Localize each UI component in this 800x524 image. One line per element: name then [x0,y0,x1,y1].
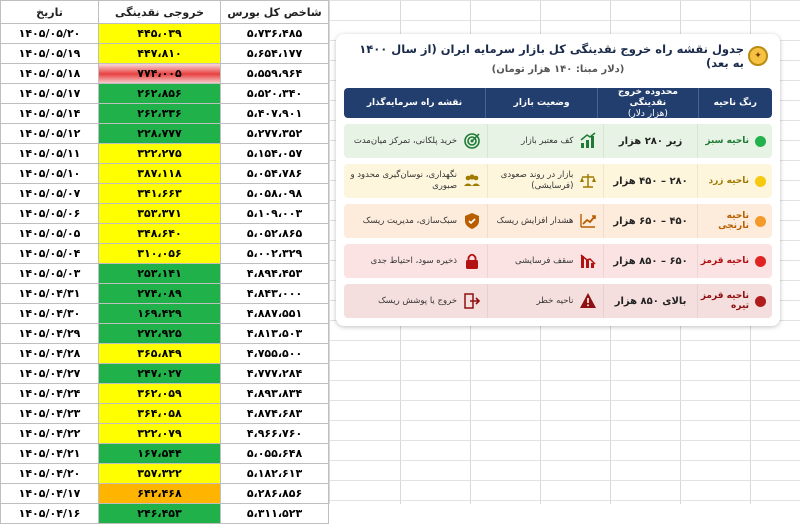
index-cell[interactable]: ۵،۰۵۴،۷۸۶ [221,164,329,184]
roadmap-cell [344,284,487,318]
zone-cell [697,244,772,278]
table-row [1,224,329,244]
row-gridline [330,20,800,21]
table-row [1,464,329,484]
date-cell[interactable]: ۱۴۰۵/۰۵/۰۶ [1,204,99,224]
date-cell[interactable]: ۱۴۰۵/۰۵/۱۹ [1,44,99,64]
zone-label: ناحیه سبز [705,136,749,146]
outflow-cell[interactable]: ۳۶۵،۸۴۹ [99,344,221,364]
date-cell[interactable]: ۱۴۰۵/۰۴/۲۰ [1,464,99,484]
status-label: سقف فرسایشی [514,255,574,266]
card-header-range-unit: (هزار دلار) [627,108,668,119]
header-index[interactable]: شاخص کل بورس [221,1,329,24]
range-cell: ۲۸۰ – ۴۵۰ هزار [603,164,696,198]
outflow-cell[interactable]: ۳۲۲،۰۷۹ [99,424,221,444]
row-gridline [330,420,800,421]
zone-dot-icon [755,296,766,307]
zone-label: ناحیه قرمز تیره [700,291,749,311]
zone-cell [697,284,772,318]
date-cell[interactable]: ۱۴۰۵/۰۴/۱۶ [1,504,99,524]
index-cell[interactable]: ۵،۴۰۷،۹۰۱ [221,104,329,124]
outflow-cell[interactable]: ۳۵۳،۳۷۱ [99,204,221,224]
chart-up-icon [579,132,597,150]
index-cell[interactable]: ۴،۸۷۴،۶۸۳ [221,404,329,424]
outflow-cell[interactable]: ۲۵۳،۱۴۱ [99,264,221,284]
index-cell[interactable]: ۵،۰۵۵،۶۴۸ [221,444,329,464]
index-cell[interactable]: ۵،۱۸۲،۶۱۳ [221,464,329,484]
status-label: کف معتبر بازار [521,135,574,146]
date-cell[interactable]: ۱۴۰۵/۰۴/۲۲ [1,424,99,444]
outflow-cell[interactable]: ۲۷۲،۹۲۵ [99,324,221,344]
zone-row [344,124,772,158]
row-gridline [330,380,800,381]
exit-icon [463,292,481,310]
range-cell: ۶۵۰ – ۸۵۰ هزار [603,244,696,278]
date-cell[interactable]: ۱۴۰۵/۰۴/۲۷ [1,364,99,384]
index-cell[interactable]: ۵،۳۱۱،۵۲۳ [221,504,329,524]
zone-dot-icon [755,256,766,267]
index-cell[interactable]: ۵،۱۰۹،۰۰۳ [221,204,329,224]
status-cell [487,124,603,158]
index-cell[interactable]: ۴،۸۱۳،۵۰۳ [221,324,329,344]
index-cell[interactable]: ۴،۸۹۳،۸۳۴ [221,384,329,404]
roadmap-label: خرید پلکانی، تمرکز میان‌مدت [353,135,458,146]
table-row [1,204,329,224]
table-row [1,504,329,524]
outflow-cell[interactable]: ۴۴۷،۸۱۰ [99,44,221,64]
table-row [1,384,329,404]
outflow-cell[interactable]: ۴۴۵،۰۳۹ [99,24,221,44]
target-icon [463,132,481,150]
row-gridline [330,360,800,361]
table-row [1,104,329,124]
index-cell[interactable]: ۵،۰۰۲،۳۲۹ [221,244,329,264]
zone-row [344,284,772,318]
index-cell[interactable]: ۵،۵۵۹،۹۶۴ [221,64,329,84]
card-header-range [597,88,697,118]
date-cell[interactable]: ۱۴۰۵/۰۴/۲۸ [1,344,99,364]
index-cell[interactable]: ۴،۷۵۵،۵۰۰ [221,344,329,364]
date-cell[interactable]: ۱۴۰۵/۰۵/۰۷ [1,184,99,204]
row-gridline [330,460,800,461]
date-cell[interactable]: ۱۴۰۵/۰۵/۱۸ [1,64,99,84]
row-gridline [330,500,800,501]
table-row [1,244,329,264]
date-cell[interactable]: ۱۴۰۵/۰۵/۰۴ [1,244,99,264]
row-gridline [330,440,800,441]
outflow-cell[interactable]: ۲۲۸،۷۷۷ [99,124,221,144]
table-row [1,124,329,144]
zone-cell [697,204,772,238]
zone-dot-icon [755,216,766,227]
header-outflow[interactable]: خروجی نقدینگی [99,1,221,24]
outflow-cell[interactable]: ۱۶۹،۴۲۹ [99,304,221,324]
warning-icon [579,292,597,310]
status-cell [487,244,603,278]
zone-cell [697,124,772,158]
index-cell[interactable]: ۵،۲۸۶،۸۵۶ [221,484,329,504]
index-cell[interactable]: ۵،۷۳۶،۴۸۵ [221,24,329,44]
date-cell[interactable]: ۱۴۰۵/۰۴/۲۳ [1,404,99,424]
outflow-cell[interactable]: ۳۶۴،۰۵۸ [99,404,221,424]
card-header-range-label: محدوده خروج نقدینگی [617,86,678,108]
date-cell[interactable]: ۱۴۰۵/۰۵/۱۰ [1,164,99,184]
date-cell[interactable]: ۱۴۰۵/۰۵/۱۷ [1,84,99,104]
roadmap-cell [344,164,487,198]
table-row [1,304,329,324]
status-label: بازار در روند صعودی (فرسایشی) [500,170,574,191]
row-gridline [330,0,800,1]
roadmap-label: خروج یا پوشش ریسک [378,295,458,306]
index-cell[interactable]: ۵،۶۵۴،۱۷۷ [221,44,329,64]
zone-dot-icon [755,136,766,147]
table-row [1,484,329,504]
zone-label: ناحیه قرمز [700,256,749,266]
date-cell[interactable]: ۱۴۰۵/۰۵/۱۲ [1,124,99,144]
card-subtitle: (دلار مبنا: ۱۴۰ هزار تومان) [491,64,625,75]
range-cell: بالای ۸۵۰ هزار [603,284,696,318]
table-row [1,24,329,44]
outflow-cell[interactable]: ۳۸۷،۱۱۸ [99,164,221,184]
status-cell [487,284,603,318]
index-cell[interactable]: ۴،۹۶۶،۷۶۰ [221,424,329,444]
table-row [1,264,329,284]
date-cell[interactable]: ۱۴۰۵/۰۴/۳۱ [1,284,99,304]
table-row [1,64,329,84]
zone-cell [697,164,772,198]
zone-row [344,244,772,278]
outflow-cell[interactable]: ۲۴۶،۴۵۳ [99,504,221,524]
outflow-cell[interactable]: ۲۶۲،۸۵۶ [99,84,221,104]
date-cell[interactable]: ۱۴۰۵/۰۴/۲۴ [1,384,99,404]
index-cell[interactable]: ۴،۸۸۷،۵۵۱ [221,304,329,324]
outflow-cell[interactable]: ۲۷۴،۰۸۹ [99,284,221,304]
table-row [1,324,329,344]
table-row [1,144,329,164]
zone-label: ناحیه نارنجی [718,211,749,231]
index-cell[interactable]: ۵،۲۷۷،۳۵۲ [221,124,329,144]
table-row [1,44,329,64]
index-cell[interactable]: ۵،۵۲۰،۳۴۰ [221,84,329,104]
date-cell[interactable]: ۱۴۰۵/۰۵/۱۱ [1,144,99,164]
date-cell[interactable]: ۱۴۰۵/۰۵/۱۴ [1,104,99,124]
card-title: جدول نقشه راه خروج نقدینگی کل بازار سرمایه ایران (از سال ۱۴۰۰ به بعد) [359,42,744,70]
date-cell[interactable]: ۱۴۰۵/۰۴/۳۰ [1,304,99,324]
status-label: ناحیه خطر [536,295,574,306]
compass-icon: ✦ [748,46,768,66]
table-row [1,444,329,464]
date-cell[interactable]: ۱۴۰۵/۰۴/۲۹ [1,324,99,344]
lock-icon [463,252,481,270]
outflow-cell[interactable]: ۳۶۲،۰۵۹ [99,384,221,404]
roadmap-cell [344,244,487,278]
date-cell[interactable]: ۱۴۰۵/۰۵/۰۳ [1,264,99,284]
table-row [1,344,329,364]
index-cell[interactable]: ۴،۸۴۳،۰۰۰ [221,284,329,304]
card-header-row [344,88,772,118]
table-row [1,284,329,304]
users-icon [463,172,481,190]
status-cell [487,204,603,238]
trend-up-icon [579,212,597,230]
card-header-roadmap: نقشه راه سرمایه‌گذار [366,97,463,108]
roadmap-cell [344,204,487,238]
row-gridline [330,480,800,481]
zone-dot-icon [755,176,766,187]
table-row [1,164,329,184]
date-cell[interactable]: ۱۴۰۵/۰۴/۲۱ [1,444,99,464]
header-date[interactable]: تاریخ [1,1,99,24]
outflow-cell[interactable]: ۳۴۱،۶۶۳ [99,184,221,204]
outflow-cell[interactable]: ۳۵۷،۳۲۲ [99,464,221,484]
outflow-cell[interactable]: ۷۷۴،۰۰۵ [99,64,221,84]
roadmap-label: ذخیره سود، احتیاط جدی [370,255,458,266]
roadmap-label: سبک‌سازی، مدیریت ریسک [362,215,458,226]
index-cell[interactable]: ۵،۱۵۴،۰۵۷ [221,144,329,164]
outflow-cell[interactable]: ۱۶۷،۵۴۴ [99,444,221,464]
date-cell[interactable]: ۱۴۰۵/۰۴/۱۷ [1,484,99,504]
column-gridline [329,0,330,504]
index-cell[interactable]: ۴،۷۷۷،۲۸۴ [221,364,329,384]
table-row [1,184,329,204]
index-cell[interactable]: ۵،۰۵۸،۰۹۸ [221,184,329,204]
date-cell[interactable]: ۱۴۰۵/۰۵/۲۰ [1,24,99,44]
roadmap-cell [344,124,487,158]
status-cell [487,164,603,198]
outflow-cell[interactable]: ۲۶۲،۳۳۶ [99,104,221,124]
liquidity-table [0,0,329,524]
chart-down-icon [579,252,597,270]
range-cell: ۴۵۰ – ۶۵۰ هزار [603,204,696,238]
index-cell[interactable]: ۵،۰۵۲،۸۶۵ [221,224,329,244]
outflow-cell[interactable]: ۳۲۲،۲۷۵ [99,144,221,164]
table-header-row [1,1,329,24]
index-cell[interactable]: ۴،۸۹۴،۴۵۳ [221,264,329,284]
table-row [1,424,329,444]
outflow-cell[interactable]: ۳۱۰،۰۵۶ [99,244,221,264]
outflow-cell[interactable]: ۳۴۸،۶۴۰ [99,224,221,244]
zone-row [344,204,772,238]
roadmap-label: نگهداری، نوسان‌گیری محدود و صبوری [350,170,458,191]
zone-row [344,164,772,198]
table-row [1,364,329,384]
shield-icon [463,212,481,230]
card-header-status: وضعیت بازار [485,88,597,118]
row-gridline [330,400,800,401]
scale-icon [579,172,597,190]
outflow-cell[interactable]: ۲۴۷،۰۲۷ [99,364,221,384]
table-row [1,404,329,424]
range-cell: زیر ۲۸۰ هزار [603,124,696,158]
roadmap-card [336,34,780,326]
row-gridline [330,340,800,341]
status-label: هشدار افزایش ریسک [496,215,574,226]
zone-label: ناحیه زرد [708,176,749,186]
outflow-cell[interactable]: ۶۴۲،۴۶۸ [99,484,221,504]
card-header-zone: رنگ ناحیه [698,88,772,118]
table-row [1,84,329,104]
date-cell[interactable]: ۱۴۰۵/۰۵/۰۵ [1,224,99,244]
